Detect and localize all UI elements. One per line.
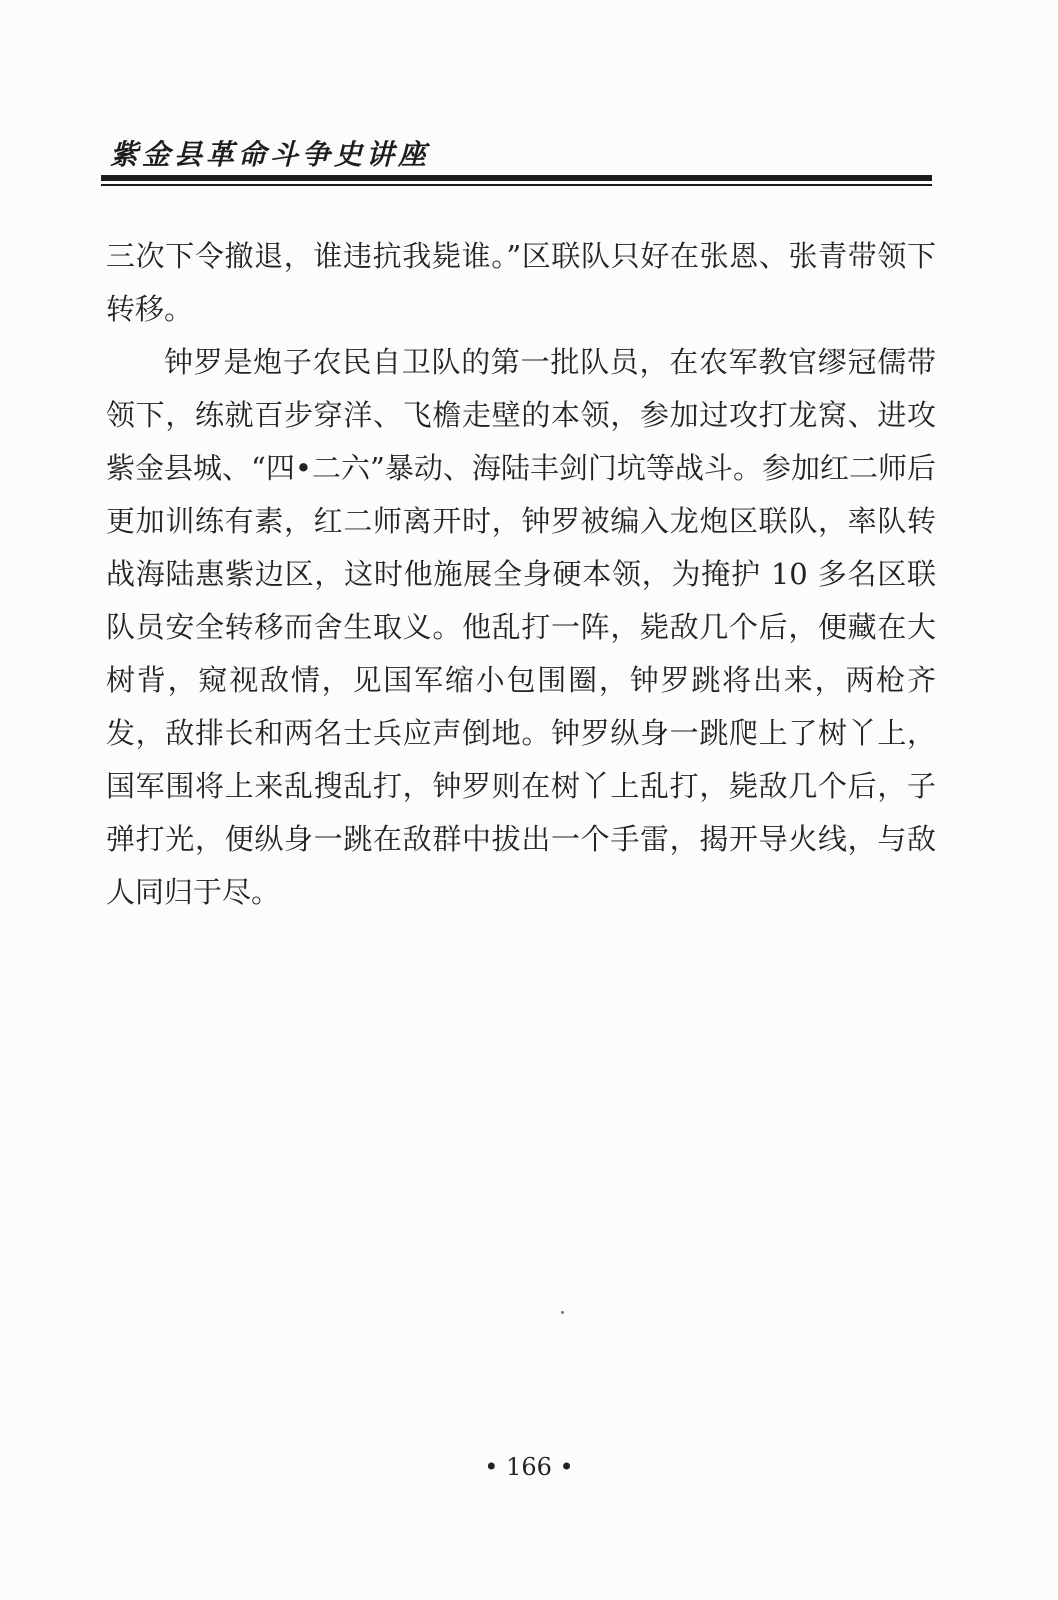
paragraph-continued: 三次下令撤退，谁违抗我毙谁。”区联队只好在张恩、张青带领下转移。 bbox=[106, 239, 936, 326]
header-rule-thin bbox=[101, 184, 932, 186]
paragraph-zhong-luo: 钟罗是炮子农民自卫队的第一批队员，在农军教官缪冠儒带领下，练就百步穿洋、飞檐走壁的本领，参加过攻打龙窝、进攻紫金县城、“四•二六”暴动、海陆丰剑门坑等战斗。参加红二师后更加训练有素，红二师离开时，钟罗被编入龙炮区联队，率队转战海陆惠紫边区，这时他施展全身硬本领，为掩护 10 多名区联队员安全转移而舍生取义。他乱打一阵，毙敌几个后，便藏在大树背，窥视敌情，见国军缩小包围圈，钟罗跳将出来，两枪齐发，敌排长和两名士兵应声倒地。钟罗纵身一跳爬上了树丫上，国军围将上来乱搜乱打，钟罗则在树丫上乱打，毙敌几个后，子弹打光，便纵身一跳在敌群中拔出一个手雷，揭开导火线，与敌人同归于尽。 bbox=[106, 345, 936, 909]
body-text bbox=[106, 230, 936, 919]
scan-speck bbox=[561, 1311, 564, 1314]
page-number: • 166 • bbox=[484, 1453, 574, 1481]
header-rule-thick bbox=[101, 175, 932, 181]
running-header-title: 紫金县革命斗争史讲座 bbox=[110, 138, 431, 171]
